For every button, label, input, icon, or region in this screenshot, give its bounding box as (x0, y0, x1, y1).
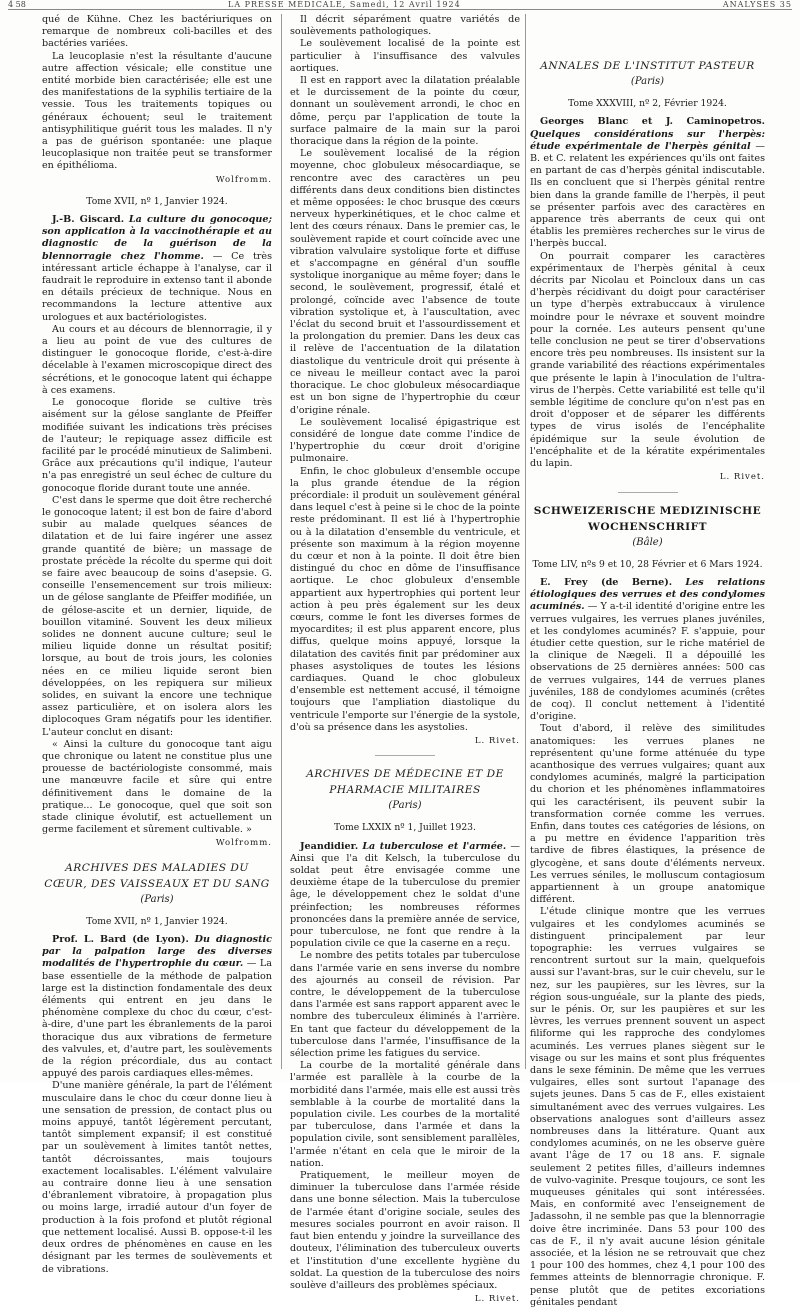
paragraph: Il est en rapport avec la dilatation préalable et le durcissement de la pointe du cœur, donnant un soulèvement arrondi, le choc en dôme, perçu par l'application de toute la surface palmaire de la main sur la paroi thoracique dans la région de la pointe. (290, 75, 520, 148)
tome-line: Tome XXXVIII, nº 2, Février 1924. (568, 98, 727, 110)
article-author: J.-B. Giscard. (52, 214, 125, 226)
article-title: La culture du gonocoque; son application à la vaccinothérapie et au diagnostic de la guérison de la blennorragie chez l'homme. (42, 214, 272, 262)
journal-title: ANNALES DE L'INSTITUT PASTEUR (540, 60, 755, 72)
paragraph: Enfin, le choc globuleux d'ensemble occupe la plus grande étendue de la région précordiale: il produit un soulèvement général dans lequel c'est à peine si le choc de la pointe reste prédominant. Il est lié à l'hypertrophie ou à la dilatation d'ensemble du ventricule, et présente son maximum à la région moyenne du cœur et non à la pointe. Il doit être bien distingué du choc en dôme de l'insuffisance aortique. Le choc globuleux d'ensemble appartient aux hypertrophies qui portent leur action à peu près également sur les deux cœurs, comme le font les diverses formes de myocardites; il est plus apparent encore, plus diffus, quelque moins appuyé, lorsque la dilatation des cavités finit par prédominer aux phases asystoliques de toutes les lésions cardiaques. Quand le choc globuleux d'ensemble est nettement accusé, il témoigne toujours que l'ampliation diastolique du ventricule l'emporte sur l'énergie de la systole, d'où sa présence dans les asystolies. (290, 465, 520, 733)
column-2 (290, 14, 520, 1305)
paragraph: qué de Kühne. Chez les bactériuriques on remarque de nombreux coli-bacilles et des bactéries variées. (42, 14, 272, 50)
signature: L. Rivet. (474, 735, 520, 746)
article-author: Jeandidier. (300, 840, 359, 852)
page-number-left: 4 58 (8, 0, 26, 9)
paragraph: Au cours et au décours de blennorragie, il y a lieu au point de vue des cultures de distinguer le gonocoque floride, c'est-à-dire décelable à l'examen microscopique direct des sécrétions, et le gonocoque latent qui échappe à ces examens. (42, 323, 272, 396)
running-head-section: ANALYSES 35 (722, 0, 792, 9)
paragraph: D'une manière générale, la part de l'élément musculaire dans le choc du cœur donne lieu à une sensation de pression, de contact plus ou moins appuyé, tantôt légèrement percutant, tantôt simplement expansif; il est constitué par un soulèvement à limites tantôt nettes, tantôt décroissantes, mais toujours exactement localisables. L'élément valvulaire au contraire donne lieu à une sensation d'ébranlement vibratoire, à propagation plus ou moins large, irradié autour d'un foyer de production à la fois profond et plutôt régional que nettement localisé. Aussi B. oppose-t-il les deux ordres de phénomènes en cause en les désignant par les termes de soulèvements et de vibrations. (42, 1080, 272, 1275)
section-divider (618, 492, 678, 493)
paragraph: Le soulèvement localisé épigastrique est considéré de longue date comme l'indice de l'hypertrophie du cœur droit d'origine pulmonaire. (290, 416, 520, 465)
paragraph: Le soulèvement localisé de la pointe est particulier à l'insuffisance des valvules aortiques. (290, 38, 520, 74)
journal-city: (Bâle) (632, 536, 663, 548)
running-head-title: LA PRESSE MÉDICALE, Samedi, 12 Avril 1924 (228, 0, 461, 9)
column-1 (42, 14, 272, 1275)
quotation: « Ainsi la culture du gonocoque tant aigu que chronique ou latent ne constitue plus une prouesse de bactériologiste consommé, mais une manœuvre facile et sûre qui entre définitivement dans le domaine de la pratique... Le gonocoque, quel que soit son stade clinique évolutif, est actuellement un germe facilement et sûrement cultivable. » (42, 738, 272, 836)
paragraph: Le soulèvement localisé de la région moyenne, choc globuleux mésocardiaque, se rencontre avec des caractères un peu différents dans deux conditions bien distinctes et même opposées: le choc brusque des cœurs nerveux hyperkinétiques, et le choc calme et lent des cœurs rénaux. Dans le premier cas, le soulèvement rapide et court coïncide avec une vibration valvulaire systolique forte et diffuse et s'accompagne en général d'un souffle systolique inorganique au même foyer; dans le second, le soulèvement, progressif, étalé et prolongé, coïncide avec l'absence de toute vibration systolique et, à l'auscultation, avec l'éclat du second bruit et l'assourdissement et la prolongation du premier. Dans les deux cas il relève de l'accentuation de la dilatation diastolique du ventricule droit qui présente à ce niveau le meilleur contact avec la paroi thoracique. Le choc globuleux mésocardiaque est un bon signe de l'hypertrophie du cœur d'origine rénale. (290, 148, 520, 416)
paragraph: On pourrait comparer les caractères expérimentaux de l'herpès génital à ceux décrits par Nicolau et Poincloux dans un cas d'herpès récidivant du doigt pour caractériser un type d'herpès extrabuccaux à virulence moindre pour le névraxe et souvent moindre pour la cornée. Les auteurs pensent qu'une telle conclusion ne peut se tirer d'observations encore très peu nombreuses. Ils insistent sur la grande variabilité des réactions expérimentales que présente le lapin à l'inoculation de l'ultra-virus de l'herpès. Cette variabilité est telle qu'il semble légitime de conclure qu'on n'est pas en droit d'opposer et de séparer les différents types de virus isolés de l'encéphalite épidémique sur la seule évolution de l'encéphalite et de la kératite expérimentales du lapin. (530, 250, 765, 470)
paragraph: La leucoplasie n'est la résultante d'aucune autre affection vésicale; elle constitue une entité morbide bien caractérisée; elle est une des manifestations de la syphilis tertiaire de la vessie. Tous les traitements topiques ou généraux échouent; seul le traitement antisyphilitique guérit tous les malades. Il n'y a pas de guérison spontanée: une plaque leucoplasique non traitée peut se transformer en épithélioma. (42, 50, 272, 172)
journal-title: ARCHIVES DES MALADIES DU CŒUR, DES VAISSEAUX ET DU SANG (44, 861, 270, 890)
article-paragraph (290, 841, 520, 951)
column-divider (525, 14, 526, 1069)
article-author: E. Frey (de Berne). (540, 576, 673, 588)
journal-city: (Paris) (630, 76, 665, 87)
journal-city: (Paris) (140, 893, 174, 905)
article-text: — La base essentielle de la méthode de palpation large est la distinction fondamentale des deux éléments qui entrent en jeu dans le phénomène complexe du choc du cœur, c'est-à-dire, d'une part les ébranlements de la paroi thoracique dus aux vibrations de fermeture des valvules, et, d'autre part, les soulèvements de la région précordiale, dus au contact appuyé des parois cardiaques elles-mêmes. (42, 958, 272, 1080)
tome-line: Tome XVII, nº 1, Janvier 1924. (86, 195, 228, 207)
article-paragraph (530, 577, 765, 723)
article-title: Du diagnostic par la palpation large des diverses modalités de l'hypertrophie du cœur. (42, 934, 272, 970)
tome-line: Tome XVII, nº 1, Janvier 1924. (86, 915, 228, 927)
paragraph: Le gonocoque floride se cultive très aisément sur la gélose sanglante de Pfeiffer modifiée suivant les indications très précises de l'auteur; le repiquage assez difficile est facilité par le procédé minutieux de Salimbeni. Grâce aux précautions qu'il indique, l'auteur n'a pas enregistré un seul échec de culture du gonocoque floride durant toute une année. (42, 397, 272, 494)
article-text: — Ce très intéressant article échappe à l'analyse, car il faudrait le reproduire in extenso tant il abonde en détails précieux de technique. Nous en recommandons la lecture attentive aux urologues et aux bactériologistes. (42, 250, 272, 323)
article-paragraph (42, 934, 272, 1080)
signature: L. Rivet. (719, 472, 765, 483)
tome-line: Tome LXXIX nº 1, Juillet 1923. (334, 822, 476, 834)
column-divider (281, 14, 282, 1069)
article-text: — Y a-t-il identité d'origine entre les verrues vulgaires, les verrues planes juvéniles, et les condylomes acuminés? F. s'appuie, pour étudier cette question, sur le riche matériel de la clinique de Nægeli. Il a dépouillé les observations de 25 dernières années: 500 cas de verrues vulgaires, 144 de verrues planes juvéniles, 188 de condylomes acuminés (crêtes de coq). Il conclut nettement à l'identité d'origine. (530, 601, 765, 723)
article-text: — B. et C. relatent les expériences qu'ils ont faites en partant de cas d'herpès génital indiscutable. Ils en concluent que si l'herpès génital rentre bien dans la grande famille de l'herpès, il peut se présenter parfois avec des caractères en apparence très aberrants de ceux qui ont établis les premières recherches sur le virus de l'herpès buccal. (530, 140, 765, 250)
article-title: La tuberculose et l'armée. (362, 840, 507, 852)
column-3 (530, 14, 765, 1308)
article-paragraph (42, 214, 272, 324)
paragraph: La courbe de la mortalité générale dans l'armée est parallèle à la courbe de la morbidité dans l'armée, mais elle est aussi très semblable à la courbe de mortalité dans la population civile. Les courbes de la mortalité par tuberculose, dans l'armée et dans la population civile, sont sensiblement parallèles, l'armée n'étant en cela que le miroir de la nation. (290, 1060, 520, 1169)
article-author: Georges Blanc et J. Caminopetros. (540, 116, 765, 128)
paragraph: C'est dans le sperme que doit être recherché le gonocoque latent; il est bon de faire d'abord subir au malade quelques séances de dilatation et de lui faire ingérer une assez grande quantité de bière; un massage de prostate précède la récolte du sperme qui doit se faire avec beaucoup de soins d'asepsie. G. conseille l'ensemencement sur trois milieux: un de gélose sanglante de Pfeiffer modifiée, un de gélose-ascite et un dernier, liquide, de bouillon vitaminé. Souvent les deux milieux solides ne donnent aucune culture; seul le milieu liquide donne un résultat positif; lorsque, au bout de trois jours, les colonies nées en ce milieu liquide seront bien développées, on les repiquera sur milieux solides, en suivant la encore une technique assez particulière, et on isolera alors les diplocoques Gram négatifs pour les identifier. L'auteur conclut en disant: (42, 494, 272, 738)
paragraph: Tout d'abord, il relève des similitudes anatomiques: les verrues planes ne représentent qu'une forme atténuée du type acanthosique des verrues vulgaires; quant aux condylomes acuminés, malgré la participation du chorion et les phénomènes inflammatoires qui les caractérisent, ils peuvent subir la transformation cornée comme les verrues. Enfin, dans toutes ces catégories de lésions, on a pu mettre en évidence l'apparition très tardive de fibres élastiques, la présence de glycogène, et sans doute d'éléments nerveux. Les verrues séniles, le molluscum contagiosum appartiennent à un groupe anatomique différent. (530, 723, 765, 906)
running-head (8, 0, 792, 10)
journal-title: SCHWEIZERISCHE MEDIZINISCHE WOCHENSCHRIFT (533, 504, 762, 533)
article-author: Prof. L. Bard (de Lyon). (52, 934, 189, 946)
journal-title: ARCHIVES DE MÉDECINE ET DE PHARMACIE MILITAIRES (306, 768, 504, 797)
article-text: — Ainsi que l'a dit Kelsch, la tuberculose du soldat peut être envisagée comme une deuxième étape de la tuberculose du premier âge, le développement chez le soldat d'une préinfection; les nombreuses réformes prononcées dans la première année de service, pour tuberculose, ne font que rendre à la population civile ce que la caserne en a reçu. (290, 840, 520, 950)
journal-city: (Paris) (388, 800, 422, 812)
article-title: Les relations étiologiques des verrues et des condylomes acuminés. (530, 576, 765, 613)
article-title: Quelques considérations sur l'herpès: étude expérimentale de l'herpès génital (530, 128, 765, 152)
section-divider (375, 755, 435, 756)
paragraph: Il décrit séparément quatre variétés de soulèvements pathologiques. (290, 14, 520, 38)
paragraph: Pratiquement, le meilleur moyen de diminuer la tuberculose dans l'armée réside dans une bonne sélection. Mais la tuberculose de l'armée étant d'origine sociale, seules des mesures sociales pourront en avoir raison. Il faut bien entendu y joindre la surveillance des douteux, l'élimination des tuberculeux ouverts et l'institution d'une excellente hygiène du soldat. La question de la tuberculose des noirs soulève d'ailleurs des problèmes spéciaux. (290, 1170, 520, 1291)
signature: Wolfromm. (215, 174, 272, 185)
article-paragraph (530, 116, 765, 250)
tome-line: Tome LIV, nºs 9 et 10, 28 Février et 6 Mars 1924. (532, 558, 763, 570)
signature: L. Rivet. (474, 1294, 520, 1305)
paragraph: L'étude clinique montre que les verrues vulgaires et les condylomes acuminés se distinguent principalement par leur topographie: les verrues vulgaires se rencontrent surtout sur la main, quelquefois aussi sur l'avant-bras, sur le cuir chevelu, sur le nez, sur les paupières, sur les lèvres, sur la région sous-unguéale, sur la plante des pieds, sur le pénis. Or, sur les paupières et sur les lèvres, les verrues prennent souvent un aspect filiforme qui les rapproche des condylomes acuminés. Les verrues planes siègent sur le visage ou sur les mains et sont plus fréquentes dans le sexe féminin. De même que les verrues vulgaires, elles sont surtout l'apanage des sujets jeunes. Dans 5 cas de F., elles existaient simultanément avec des verrues vulgaires. Les observations analogues sont d'ailleurs assez nombreuses dans la littérature. Quant aux condylomes acuminés, on ne les observe guère avant l'âge de 17 ou 18 ans. F. signale seulement 2 petites filles, d'ailleurs indemnes de vulvo-vaginite. Presque toujours, ce sont les muqueuses génitales qui sont intéressées. Mais, en conformité avec l'enseignement de Jadassohn, il ne semble pas que la blennorragie doive être incriminée. Dans 53 pour 100 des cas de F., il n'y avait aucune lésion génitale associée, et la lésion ne se retrouvait que chez 1 pour 100 des hommes, chez 4,1 pour 100 des femmes atteints de blennorragie chronique. F. pense plutôt que de petites excoriations génitales pendant (530, 906, 765, 1308)
paragraph: Le nombre des petits totales par tuberculose dans l'armée varie en sens inverse du nombre des ajournés au conseil de révision. Par contre, le développement de la tuberculose dans l'armée est sans rapport apparent avec le nombre des tuberculeux éliminés à l'arrière. En tant que facteur du développement de la tuberculose dans l'armée, l'insuffisance de la sélection prime les fatigues du service. (290, 950, 520, 1060)
signature: Wolfromm. (215, 838, 272, 849)
